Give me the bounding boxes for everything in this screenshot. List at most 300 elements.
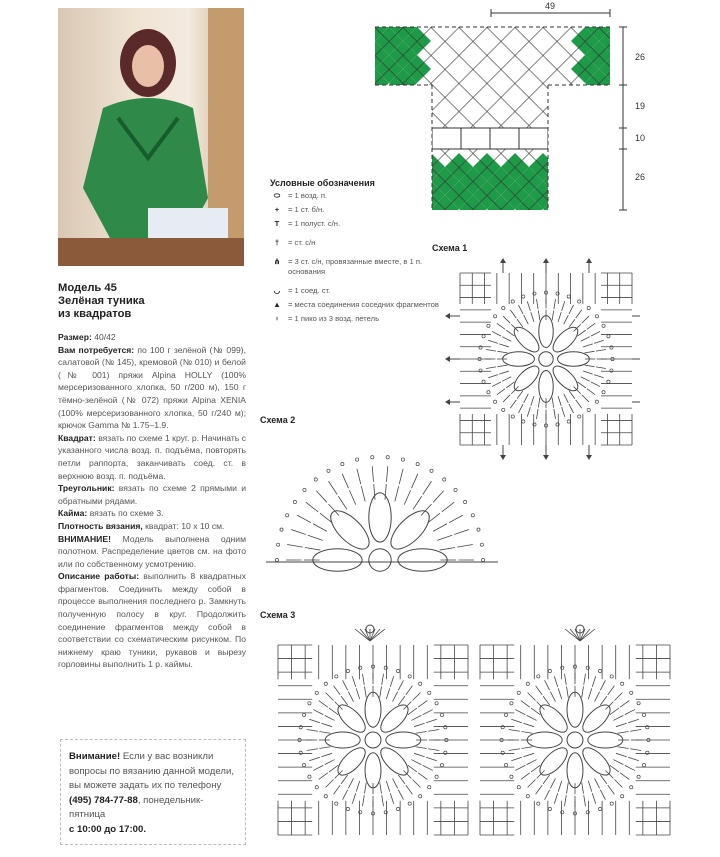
stitch	[510, 400, 516, 408]
stitch	[398, 680, 403, 690]
stitch	[630, 749, 641, 751]
stitch	[610, 765, 619, 772]
stitch	[488, 375, 498, 378]
diagram-mark	[369, 549, 391, 571]
chain	[408, 802, 411, 805]
stitch	[423, 765, 433, 770]
chain	[522, 295, 525, 298]
stitch	[550, 692, 555, 702]
chain	[435, 775, 438, 778]
scheme-3-diagram	[270, 615, 700, 845]
stitch	[600, 680, 605, 690]
stitch	[398, 790, 403, 800]
model-title	[58, 282, 246, 321]
stitch	[543, 696, 550, 705]
chain	[454, 488, 457, 491]
stitch	[562, 407, 565, 417]
stitch	[587, 389, 595, 395]
stitch	[510, 310, 516, 318]
chain	[416, 462, 419, 465]
stitch	[521, 701, 530, 708]
stitch	[393, 778, 398, 788]
stitch	[328, 504, 339, 516]
chain	[346, 669, 349, 672]
stitch	[523, 753, 534, 756]
chain	[324, 795, 327, 798]
triangle: Треугольник: вязать по схеме 2 прямыми и обратными рядами.	[58, 483, 246, 506]
arrow-head-icon	[543, 455, 549, 460]
stitch	[531, 708, 540, 715]
stitch	[342, 474, 348, 488]
stitch	[503, 316, 510, 323]
chain	[477, 528, 480, 531]
stitch	[531, 312, 534, 322]
chain	[610, 675, 613, 678]
size: Размер: 40/42	[58, 332, 116, 342]
stitch	[411, 715, 421, 720]
chain	[502, 306, 505, 309]
materials: Вам потребуется: по 100 г зелёной (№ 099), салатовой (№ 145), кремовой (№ 010) и белой (№ 001) пряжи Alpina HOLLY (100% мерсеризованного хлопка, 50 г/200 м), 150 г тёмно-зелёной (№ 072) пряжи Alpina XENIA (100% мерсеризованного хлопка, 50 г/240 м); крючок Gamma № 1.75–1.9.	[58, 344, 247, 431]
petal	[558, 352, 590, 366]
dim-label: 26	[635, 52, 646, 62]
stitch	[524, 394, 529, 403]
stitch	[613, 715, 623, 720]
chain	[578, 415, 581, 418]
petal	[325, 505, 376, 556]
chain	[587, 306, 590, 309]
arrow-head-icon	[445, 399, 450, 405]
stitch	[416, 747, 427, 749]
stitch	[545, 680, 550, 690]
stitch	[352, 676, 355, 687]
stitch	[613, 760, 623, 765]
arrow-head-icon	[445, 356, 450, 362]
stitch	[511, 387, 518, 394]
chain	[346, 807, 349, 810]
chain	[315, 786, 318, 789]
stitch	[625, 710, 635, 715]
chain	[428, 691, 431, 694]
stitch	[630, 730, 641, 732]
scheme-3-label: Схема 3	[260, 610, 296, 620]
stitch	[360, 629, 370, 641]
stitch	[334, 686, 341, 695]
stitch	[596, 367, 606, 369]
stitch	[528, 779, 536, 787]
stitch	[305, 547, 320, 550]
stitch	[329, 708, 338, 715]
chain	[610, 802, 613, 805]
stitch	[408, 708, 417, 715]
model-illustration	[58, 8, 244, 266]
stitch	[488, 340, 498, 343]
stitch	[325, 760, 335, 765]
stitch	[502, 377, 511, 382]
stitch	[329, 481, 338, 494]
chain	[480, 543, 483, 546]
stitch	[338, 496, 347, 509]
stitch	[585, 365, 595, 367]
stitch	[567, 686, 569, 697]
petal	[313, 549, 362, 571]
stitch	[616, 753, 627, 756]
stitch	[527, 760, 537, 765]
stitch	[408, 765, 417, 772]
chain	[308, 775, 311, 778]
model-photo	[58, 8, 244, 266]
stitch	[582, 783, 584, 794]
stitch	[511, 324, 518, 331]
stitch	[423, 481, 432, 494]
stitch	[506, 330, 514, 336]
stitch	[416, 732, 427, 734]
petal	[386, 732, 421, 748]
stitch	[536, 686, 543, 695]
stitch	[382, 674, 384, 685]
chain	[327, 469, 330, 472]
stitch	[552, 310, 554, 320]
stitch	[527, 301, 530, 311]
stitch	[562, 301, 565, 311]
stitch	[406, 785, 413, 794]
stitch	[497, 389, 505, 395]
petal	[539, 371, 553, 403]
stitch	[594, 375, 604, 378]
title-line: из квадратов	[58, 308, 132, 320]
stitch	[628, 719, 639, 722]
stitch	[440, 547, 455, 550]
scheme-2-label: Схема 2	[260, 415, 296, 425]
stitch	[528, 693, 536, 701]
stitch	[406, 686, 413, 695]
arrow-head-icon	[586, 455, 592, 460]
chain	[517, 786, 520, 789]
diagram-mark	[539, 352, 553, 366]
chain	[642, 764, 645, 767]
stitch	[348, 692, 353, 702]
stitch	[587, 323, 595, 329]
stitch	[319, 773, 328, 780]
stitch	[511, 719, 522, 722]
stitch	[307, 730, 318, 732]
stitch	[552, 398, 554, 408]
chain	[630, 786, 633, 789]
stitch	[393, 692, 398, 702]
chain	[482, 380, 485, 383]
petal	[527, 732, 562, 748]
chain	[397, 807, 400, 810]
chain	[621, 795, 624, 798]
dim-label: 19	[635, 101, 646, 111]
petal	[503, 352, 535, 366]
chain	[587, 408, 590, 411]
stitch	[313, 765, 323, 770]
stitch	[537, 702, 545, 710]
stitch	[565, 795, 567, 806]
chain	[504, 764, 507, 767]
stitch	[521, 747, 532, 749]
stitch	[585, 351, 595, 353]
stitch	[608, 785, 615, 794]
stitch	[536, 785, 543, 794]
chain	[502, 408, 505, 411]
stitch	[334, 785, 341, 794]
stitch	[595, 692, 600, 702]
chain	[308, 702, 311, 705]
chain	[401, 458, 404, 461]
attention: ВНИМАНИЕ! Модель выполнена одним полотном. Распределение цветов см. на фото или по собственному усмотрению.	[58, 533, 246, 569]
stitch	[449, 515, 463, 522]
stitch	[578, 330, 586, 336]
legend-text: = ст. с/н	[288, 238, 316, 247]
stitch	[584, 674, 586, 685]
chain	[607, 380, 610, 383]
chain	[537, 802, 540, 805]
chain	[397, 669, 400, 672]
border: Кайма: вязать по схеме 3.	[58, 508, 164, 519]
chain	[440, 713, 443, 716]
chain	[637, 775, 640, 778]
stitch	[595, 778, 600, 788]
stitch	[390, 793, 393, 804]
stitch	[398, 775, 405, 784]
stitch	[418, 773, 427, 780]
chain	[607, 335, 610, 338]
stitch	[509, 730, 520, 732]
chain	[430, 469, 433, 472]
stitch	[600, 790, 605, 800]
chain	[440, 764, 443, 767]
stitch	[554, 299, 556, 309]
chain	[511, 300, 514, 303]
stitch	[497, 365, 507, 367]
chain	[642, 713, 645, 716]
chain	[371, 456, 374, 459]
stitch	[428, 749, 439, 751]
stitch	[454, 529, 469, 534]
chain	[595, 315, 598, 318]
stitch	[588, 688, 591, 699]
stitch	[518, 305, 523, 314]
title-line: Зелёная туника	[58, 295, 145, 307]
stitch	[581, 377, 590, 382]
stitch	[518, 404, 523, 413]
stitch	[584, 795, 586, 806]
stitch	[411, 760, 421, 765]
stitch	[437, 535, 452, 540]
stitch	[600, 775, 607, 784]
petal	[385, 505, 436, 556]
stitch	[404, 490, 410, 504]
stitch	[319, 732, 330, 734]
chain	[578, 300, 581, 303]
stitch	[414, 723, 425, 726]
chain	[481, 558, 484, 561]
stitch	[543, 775, 550, 784]
stitch-symbol-icon: ♀	[274, 314, 280, 323]
stitch	[583, 344, 593, 347]
stitch	[580, 629, 590, 641]
stitch	[426, 719, 437, 722]
chain	[408, 675, 411, 678]
stitch	[307, 749, 318, 751]
chain	[341, 462, 344, 465]
stitch	[382, 795, 384, 806]
square: Квадрат: вязать по схеме 1 круг. р. Начинать с указанного числа возд. п. подъёма, повторять петли раппорта, заканчивать соед. ст. в верхнюю возд. п. подъёма.	[58, 432, 246, 481]
stitch	[356, 688, 359, 699]
stitch	[567, 783, 569, 794]
stitch-symbol-icon: ▲	[273, 300, 281, 309]
stitch	[564, 315, 569, 324]
stitch	[523, 723, 534, 726]
stitch	[341, 696, 348, 705]
stitch	[569, 391, 575, 399]
stitch	[386, 466, 387, 482]
density: Плотность вязания, квадрат: 10 x 10 см.	[58, 520, 225, 531]
stitch	[492, 382, 501, 387]
chain	[522, 420, 525, 423]
chain	[537, 675, 540, 678]
chain	[419, 682, 422, 685]
stitch	[380, 783, 382, 794]
stitch-symbol-icon: †	[274, 238, 280, 247]
stitch	[618, 732, 629, 734]
chain	[511, 415, 514, 418]
stitch-symbol-icon: T	[274, 219, 280, 228]
chain	[464, 500, 467, 503]
chain	[602, 391, 605, 394]
stitch	[620, 773, 629, 780]
petal	[398, 549, 447, 571]
instructions	[58, 282, 246, 671]
stitch	[380, 686, 382, 697]
stitch	[558, 688, 561, 699]
chain	[493, 400, 496, 403]
chain	[510, 775, 513, 778]
petal	[567, 753, 583, 788]
petal	[369, 493, 391, 542]
stitch	[386, 781, 389, 792]
chain	[435, 702, 438, 705]
stitch	[616, 723, 627, 726]
stitch	[421, 504, 432, 516]
arrow-head-icon	[500, 258, 506, 263]
stitch	[361, 486, 365, 501]
legend-text: = 1 пико из 3 возд. петель	[288, 314, 380, 323]
petal	[365, 753, 381, 788]
stitch	[411, 474, 417, 488]
stitch	[511, 757, 522, 760]
stitch	[515, 765, 525, 770]
chain	[637, 702, 640, 705]
stitch	[628, 757, 639, 760]
stitch	[363, 795, 365, 806]
stitch	[291, 529, 306, 534]
chain	[510, 702, 513, 705]
stitch	[517, 391, 523, 399]
stitch	[297, 515, 311, 522]
stitch	[592, 676, 595, 687]
stitch	[565, 674, 567, 685]
petal	[567, 692, 583, 727]
stitch	[596, 350, 606, 352]
stitch	[554, 793, 557, 804]
stitch	[537, 409, 539, 419]
diagram-mark	[365, 732, 381, 748]
stitch	[537, 770, 545, 778]
stitch	[433, 524, 447, 531]
stitch	[570, 629, 580, 641]
width-label: 49	[544, 1, 556, 11]
stitch	[326, 693, 334, 701]
chain	[548, 807, 551, 810]
stitch	[600, 696, 607, 705]
stitch	[313, 710, 323, 715]
stitch	[414, 753, 425, 756]
stitch	[578, 382, 586, 388]
stitch	[433, 491, 444, 503]
petal	[588, 732, 623, 748]
legend-item	[270, 300, 440, 310]
chain	[504, 713, 507, 716]
stitch	[531, 765, 540, 772]
stitch	[308, 535, 323, 540]
chain	[335, 802, 338, 805]
chain	[630, 691, 633, 694]
stitch	[412, 779, 420, 787]
stitch	[357, 469, 361, 484]
stitch	[569, 305, 574, 314]
stitch	[576, 400, 582, 408]
contact-note: Внимание! Если у вас возникли вопросы по вязанию данной модели, вы можете задать их по телефону (495) 784-77-88, понедельник-пятница с 10:00 до 17:00.	[60, 739, 246, 845]
legend-title: Условные обозначения	[270, 178, 375, 188]
stitch	[398, 696, 405, 705]
stitch	[614, 693, 622, 701]
stitch	[365, 783, 367, 794]
scheme-2-diagram	[262, 420, 507, 575]
stitch	[442, 502, 454, 512]
petal	[325, 732, 360, 748]
stitch	[423, 710, 433, 715]
stitch	[319, 701, 328, 708]
legend-item	[270, 286, 440, 296]
legend-item	[270, 238, 440, 248]
legend-text: = места соединения соседних фрагментов	[288, 300, 439, 309]
stitch	[356, 781, 359, 792]
stitch	[592, 793, 595, 804]
stitch	[321, 753, 332, 756]
stitch	[524, 315, 529, 324]
stitch	[582, 395, 589, 402]
stitch	[521, 773, 530, 780]
chain	[526, 795, 529, 798]
chain	[526, 682, 529, 685]
stitch	[576, 310, 582, 318]
stitch	[583, 371, 593, 374]
stitch	[287, 545, 302, 548]
stitch	[517, 319, 523, 327]
stitch	[497, 323, 505, 329]
chain	[493, 315, 496, 318]
stitch	[399, 469, 403, 484]
chain	[487, 324, 490, 327]
stitch	[497, 351, 507, 353]
stitch-symbol-icon: ◡	[273, 286, 281, 295]
stitch	[492, 331, 501, 336]
stitch	[605, 770, 613, 778]
chain	[419, 795, 422, 798]
stitch	[527, 407, 530, 417]
